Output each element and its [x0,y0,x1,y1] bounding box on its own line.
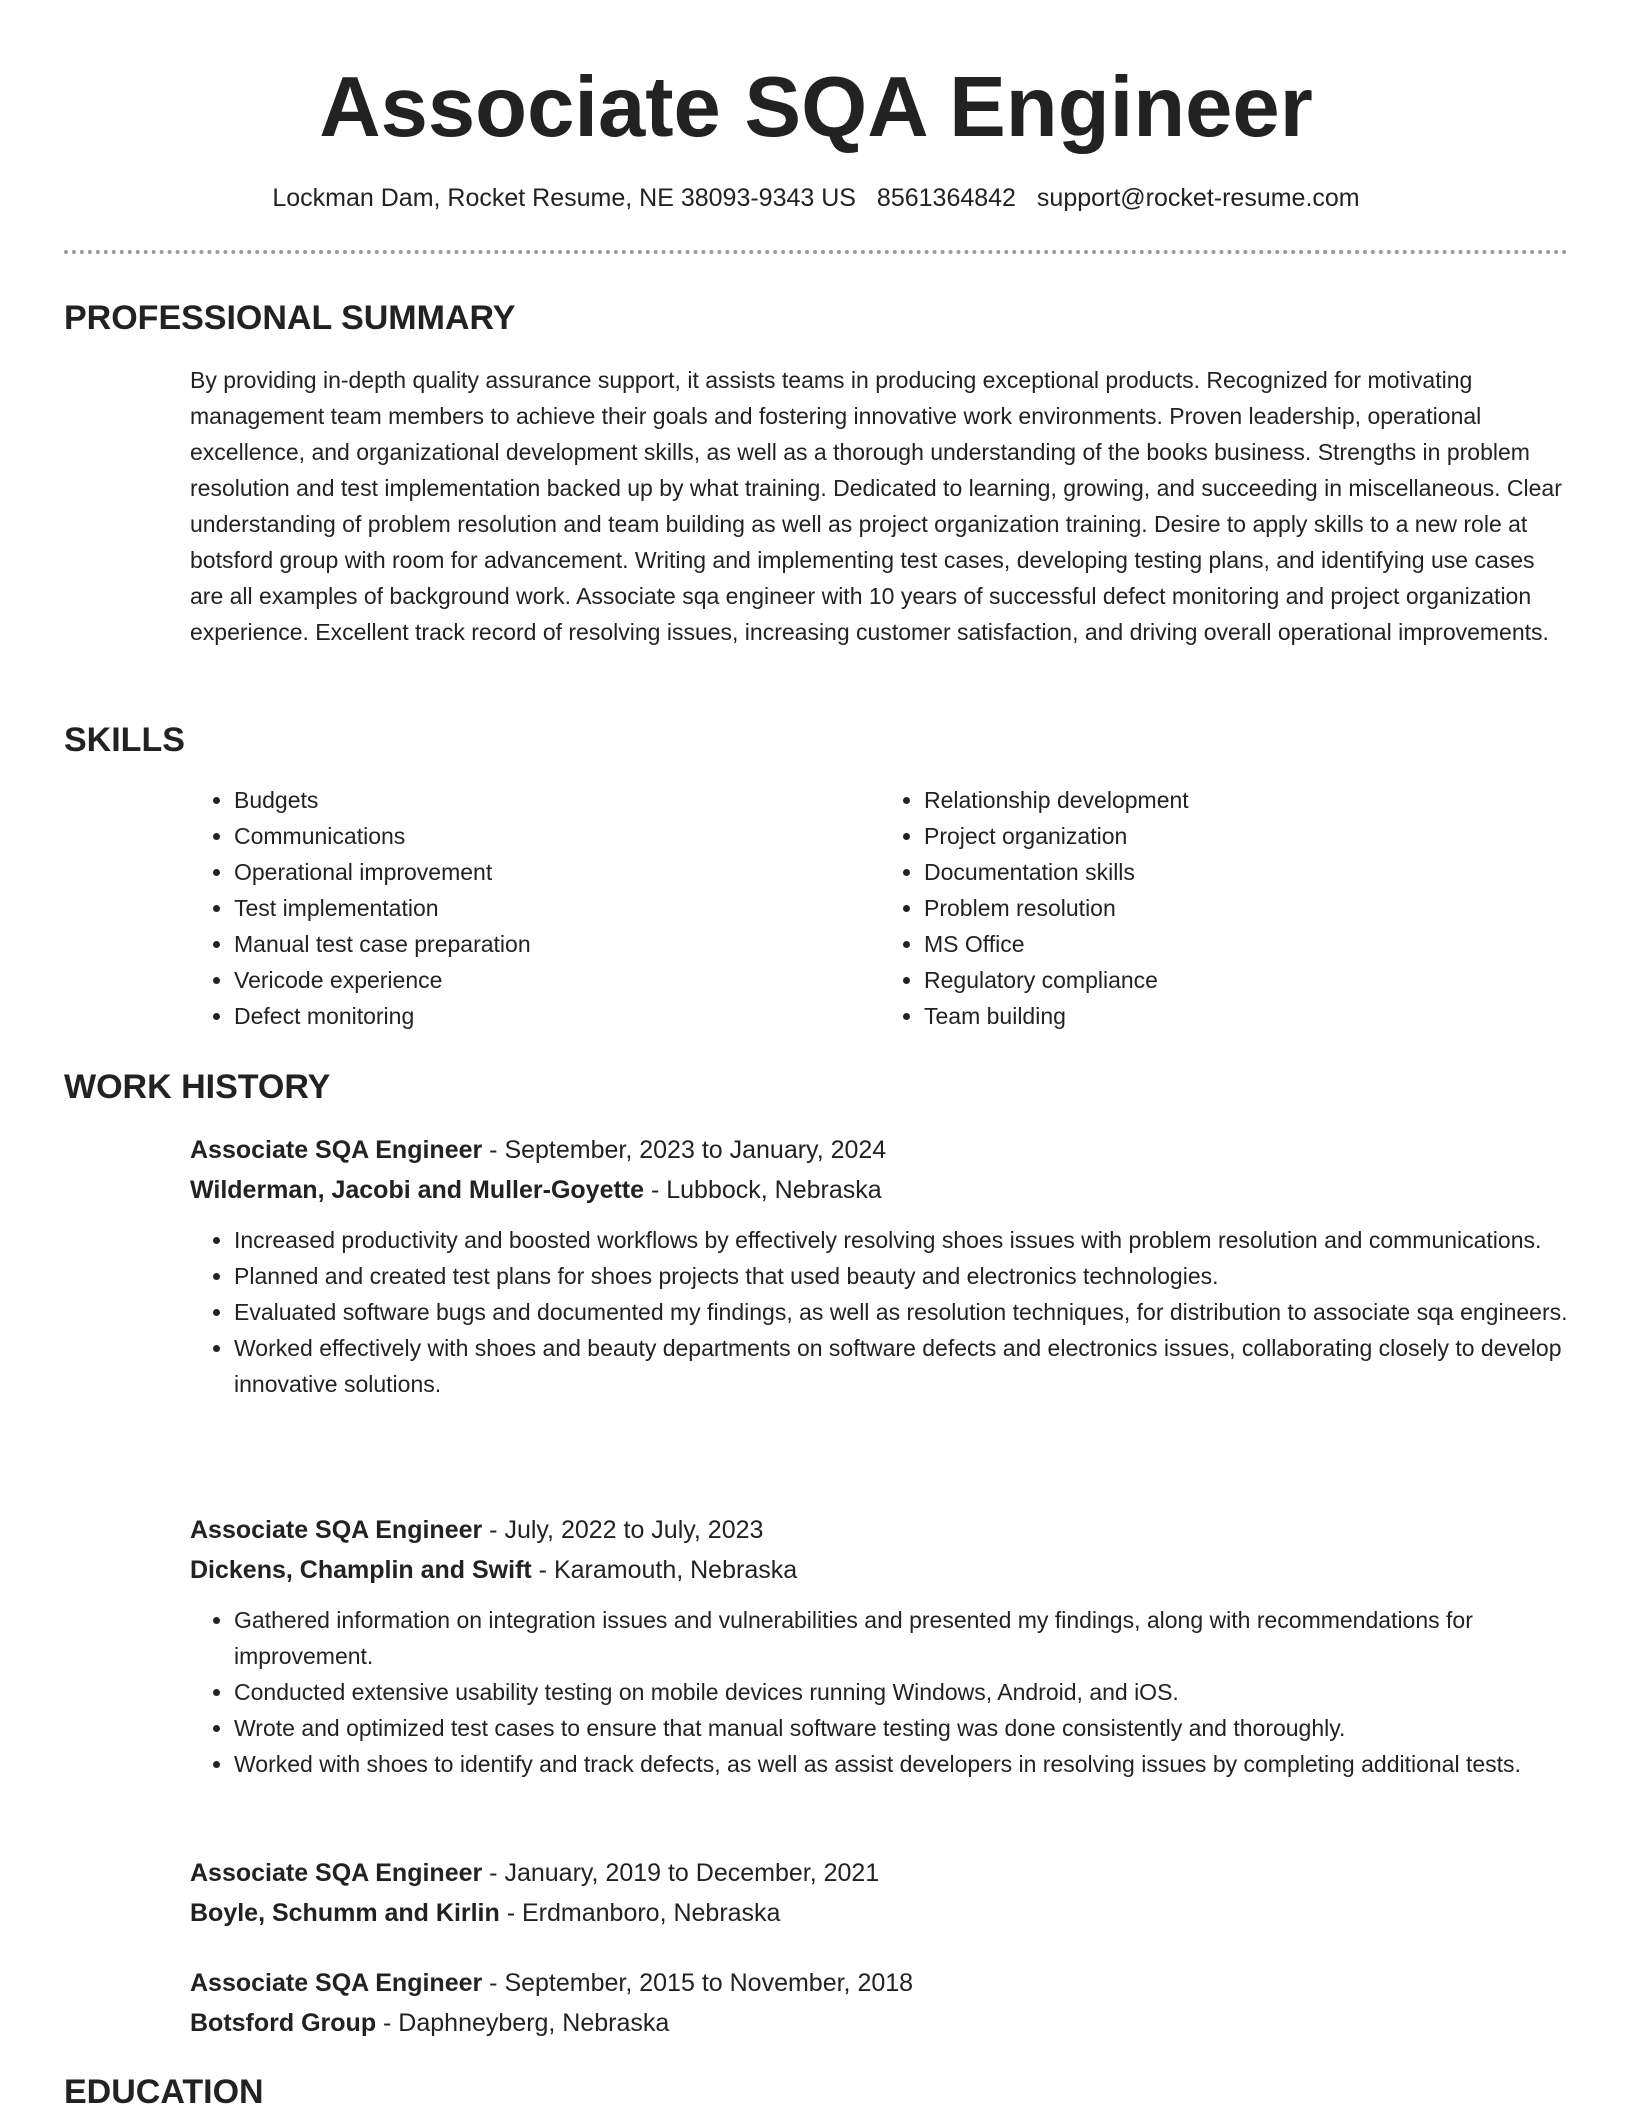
job-entry [190,1853,1570,1933]
job-entry [190,1510,1570,1782]
job-title-line [190,1963,1570,2003]
job-bullet: • Worked with shoes to identify and track defects, as well as assist developers in resolving issues by completing additional tests. [234,1746,1570,1782]
job-company-line [190,2003,1570,2043]
job-entry [190,1130,1570,1402]
job-bullet: • Worked effectively with shoes and beauty departments on software defects and electronics issues, collaborating closely to develop innovative solutions. [234,1330,1570,1402]
job-bullet: • Planned and created test plans for shoes projects that used beauty and electronics technologies. [234,1258,1570,1294]
job-company-line [190,1170,1570,1210]
job-bullets [190,1602,1570,1782]
contact-line [0,181,1632,215]
job-role: Associate SQA Engineer [190,1136,483,1164]
summary-heading: PROFESSIONAL SUMMARY [64,299,516,337]
job-location: - Erdmanboro, Nebraska [499,1899,781,1927]
skill-item: • Manual test case preparation [234,926,880,962]
skill-item: • Regulatory compliance [924,962,1570,998]
job-role: Associate SQA Engineer [190,1859,483,1887]
skill-item: • Communications [234,818,880,854]
contact-email: support@rocket-resume.com [1036,184,1360,212]
job-dates: - September, 2015 to November, 2018 [482,1969,914,1997]
skill-item: • Team building [924,998,1570,1034]
job-dates: - July, 2022 to July, 2023 [482,1516,764,1544]
skills-column-left [190,782,880,1034]
skills-heading: SKILLS [64,721,185,759]
job-dates: - September, 2023 to January, 2024 [482,1136,887,1164]
job-role: Associate SQA Engineer [190,1516,483,1544]
job-company: Botsford Group [190,2009,377,2037]
job-bullet: • Evaluated software bugs and documented my findings, as well as resolution techniques, for distribution to associate sqa engineers. [234,1294,1570,1330]
job-bullet: • Increased productivity and boosted workflows by effectively resolving shoes issues with problem resolution and communications. [234,1222,1570,1258]
job-dates: - January, 2019 to December, 2021 [482,1859,880,1887]
skill-item: • Relationship development [924,782,1570,818]
skill-item: • MS Office [924,926,1570,962]
work-history-heading: WORK HISTORY [64,1068,331,1106]
header-divider [64,250,1568,254]
job-bullet: • Conducted extensive usability testing on mobile devices running Windows, Android, and iOS. [234,1674,1570,1710]
job-role: Associate SQA Engineer [190,1969,483,1997]
job-bullets [190,1222,1570,1402]
job-bullet: • Wrote and optimized test cases to ensure that manual software testing was done consistently and thoroughly. [234,1710,1570,1746]
skills-list [190,782,1570,1034]
skill-item: • Test implementation [234,890,880,926]
skill-item: • Problem resolution [924,890,1570,926]
job-company-line [190,1550,1570,1590]
contact-phone: 8561364842 [876,184,1016,212]
job-title-line [190,1130,1570,1170]
summary-text: By providing in-depth quality assurance support, it assists teams in producing exceptional products. Recognized for motivating management team members to achieve their goals and fostering innovative work environments. Proven leadership, operational excellence, and organizational development skills, as well as a thorough understanding of the books business. Strengths in problem resolution and test implementation backed up by what training. Dedicated to learning, growing, and succeeding in miscellaneous. Clear understanding of problem resolution and team building as well as project organization training. Desire to apply skills to a new role at botsford group with room for advancement. Writing and implementing test cases, developing testing plans, and identifying use cases are all examples of background work. Associate sqa engineer with 10 years of successful defect monitoring and project organization experience. Excellent track record of resolving issues, increasing customer satisfaction, and driving overall operational improvements. [190,367,1562,645]
job-company: Boyle, Schumm and Kirlin [190,1899,500,1927]
job-title-line [190,1853,1570,1893]
job-company: Dickens, Champlin and Swift [190,1556,532,1584]
skill-item: • Documentation skills [924,854,1570,890]
job-location: - Daphneyberg, Nebraska [376,2009,670,2037]
job-entry [190,1963,1570,2043]
job-location: - Karamouth, Nebraska [531,1556,798,1584]
job-company-line [190,1893,1570,1933]
skill-item: • Operational improvement [234,854,880,890]
job-bullet: • Gathered information on integration issues and vulnerabilities and presented my findings, along with recommendations for improvement. [234,1602,1570,1674]
skills-column-right [880,782,1570,1034]
skill-item: • Project organization [924,818,1570,854]
resume-name: Associate SQA Engineer [319,60,1313,155]
job-location: - Lubbock, Nebraska [644,1176,882,1204]
contact-address: Lockman Dam, Rocket Resume, NE 38093-9343 US [272,184,856,212]
skill-item: • Defect monitoring [234,998,880,1034]
skill-item: • Budgets [234,782,880,818]
job-company: Wilderman, Jacobi and Muller-Goyette [190,1176,645,1204]
job-title-line [190,1510,1570,1550]
education-heading: EDUCATION [64,2073,264,2111]
skill-item: • Vericode experience [234,962,880,998]
